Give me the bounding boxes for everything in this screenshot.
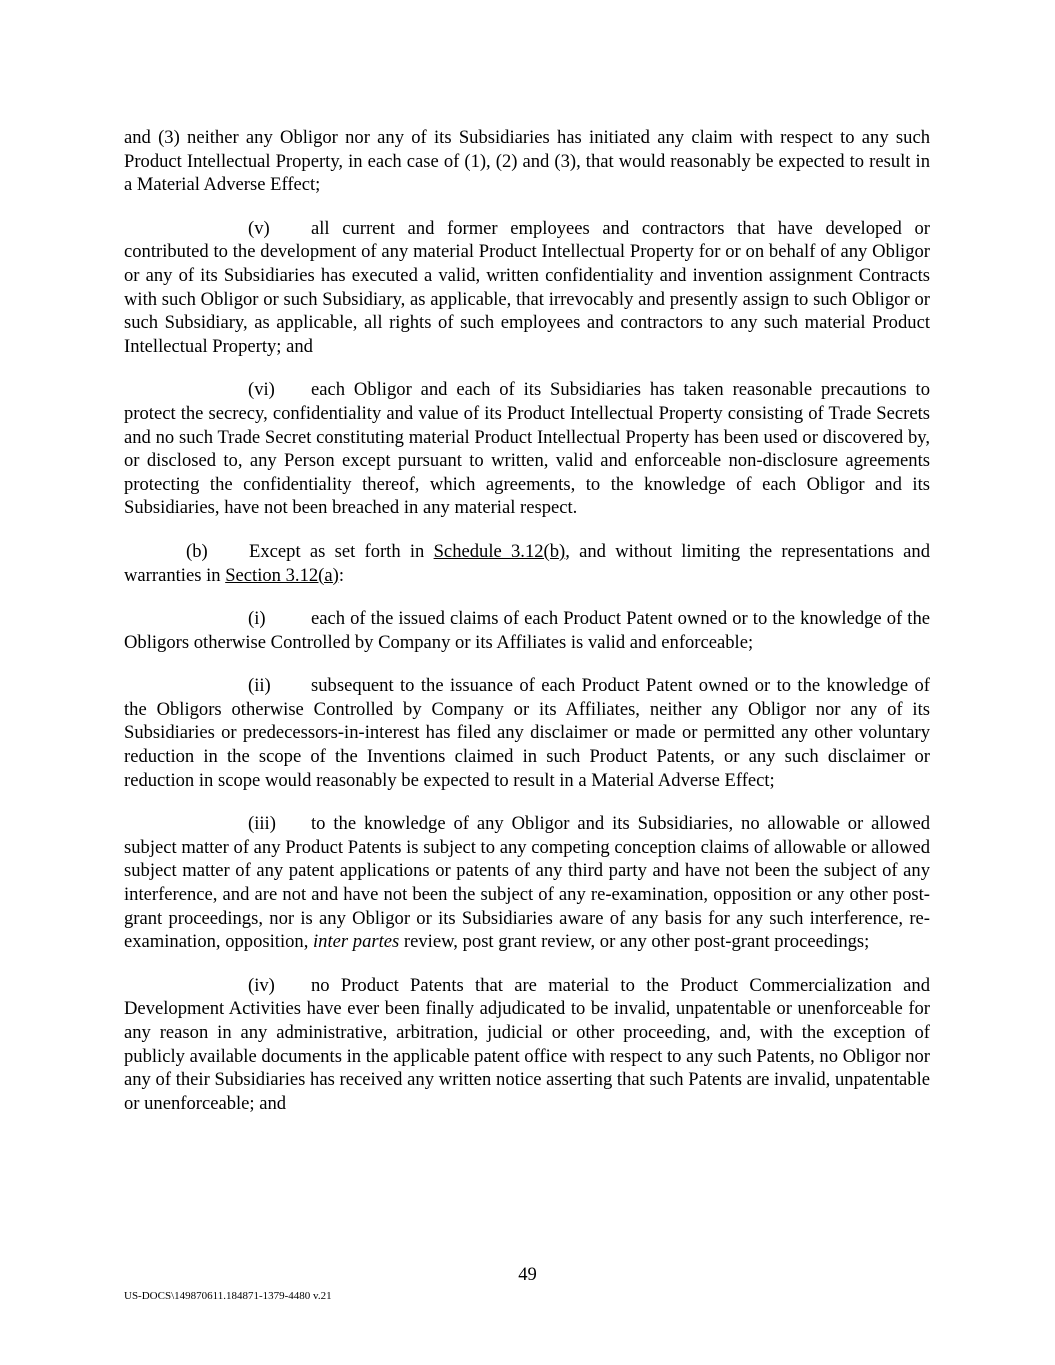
- clause-number: (vi): [248, 379, 275, 401]
- clause-vi: [124, 378, 930, 520]
- document-id: US-DOCS\149870611.184871-1379-4480 v.21: [124, 1290, 332, 1302]
- clause-text: each of the issued claims of each Product Patent owned or to the knowledge of the Obligors otherwise Controlled by Company or its Affiliates is valid and enforceable;: [124, 608, 930, 653]
- clause-text: subsequent to the issuance of each Product Patent owned or to the knowledge of the Obligors otherwise Controlled by Company or its Affiliates, neither any Obligor nor any of its Subsidiaries or predecessors-in-interest has filed any disclaimer or made or permitted any other voluntary reduction in the scope of the Inventions claimed in such Product Patents, or any such disclaimer or reduction in scope would reasonably be expected to result in a Material Adverse Effect;: [124, 675, 930, 791]
- clause-b: [124, 540, 930, 587]
- paragraph-continuation: [124, 126, 930, 197]
- schedule-reference: Schedule 3.12(b): [433, 540, 566, 562]
- clause-number: (iv): [248, 974, 275, 996]
- clause-text: :: [338, 564, 344, 586]
- clause-i: [124, 607, 930, 654]
- paragraph-text: and (3) neither any Obligor nor any of its Subsidiaries has initiated any claim with respect to any such Product Intellectual Property, in each case of (1), (2) and (3), that would reasonably be expected to result in a Material Adverse Effect;: [124, 127, 930, 196]
- document-body: [124, 126, 930, 1135]
- clause-text: Except as set forth in: [249, 540, 434, 562]
- clause-number: (i): [248, 608, 266, 630]
- clause-number: (b): [186, 540, 208, 562]
- clause-text: , and without limiting the representations and warranties in: [124, 540, 930, 586]
- section-reference: Section 3.12(a): [225, 564, 339, 586]
- clause-iv: [124, 974, 930, 1116]
- clause-number: (iii): [248, 813, 276, 835]
- page-number: 49: [518, 1264, 537, 1285]
- clause-iii: [124, 812, 930, 954]
- clause-ii: [124, 674, 930, 792]
- clause-text: to the knowledge of any Obligor and its Subsidiaries, no allowable or allowed subject matter of any Product Patents is subject to any competing conception claims of allowable or allowed subject matter of any patent applications or patents of any third party and have not been the subject of any interference, and are not and have not been the subject of any re-examination, opposition or any other post-grant proceedings, nor is any Obligor or its Subsidiaries aware of any basis for any such interference, re-examination, opposition,: [124, 813, 930, 953]
- clause-text: all current and former employees and contractors that have developed or contributed to the development of any material Product Intellectual Property for or on behalf of any Obligor or any of its Subsidiaries has executed a valid, written confidentiality and invention assignment Contracts with such Obligor or such Subsidiary, as applicable, that irrevocably and presently assign to such Obligor or such Subsidiary, as applicable, all rights of such employees and contractors to any such material Product Intellectual Property; and: [124, 217, 930, 357]
- clause-v: [124, 217, 930, 359]
- clause-number: (ii): [248, 675, 271, 697]
- clause-text: each Obligor and each of its Subsidiaries has taken reasonable precautions to protect the secrecy, confidentiality and value of its Product Intellectual Property consisting of Trade Secrets and no such Trade Secret constituting material Product Intellectual Property has been used or discovered by, or disclosed to, any Person except pursuant to written, valid and enforceable non-disclosure agreements protecting the confidentiality thereof, which agreements, to the knowledge of each Obligor and its Subsidiaries, have not been breached in any material respect.: [124, 379, 930, 519]
- clause-text: review, post grant review, or any other post-grant proceedings;: [399, 931, 870, 953]
- clause-text: no Product Patents that are material to the Product Commercialization and Development Activities have ever been finally adjudicated to be invalid, unpatentable or unenforceable for any reason in any administrative, arbitration, judicial or other proceeding, and, with the exception of publicly available documents in the applicable patent office with respect to any such Patents, no Obligor nor any of their Subsidiaries has received any written notice asserting that such Patents are invalid, unpatentable or unenforceable; and: [124, 974, 930, 1114]
- clause-number: (v): [248, 217, 270, 239]
- italic-term: inter partes: [313, 931, 400, 953]
